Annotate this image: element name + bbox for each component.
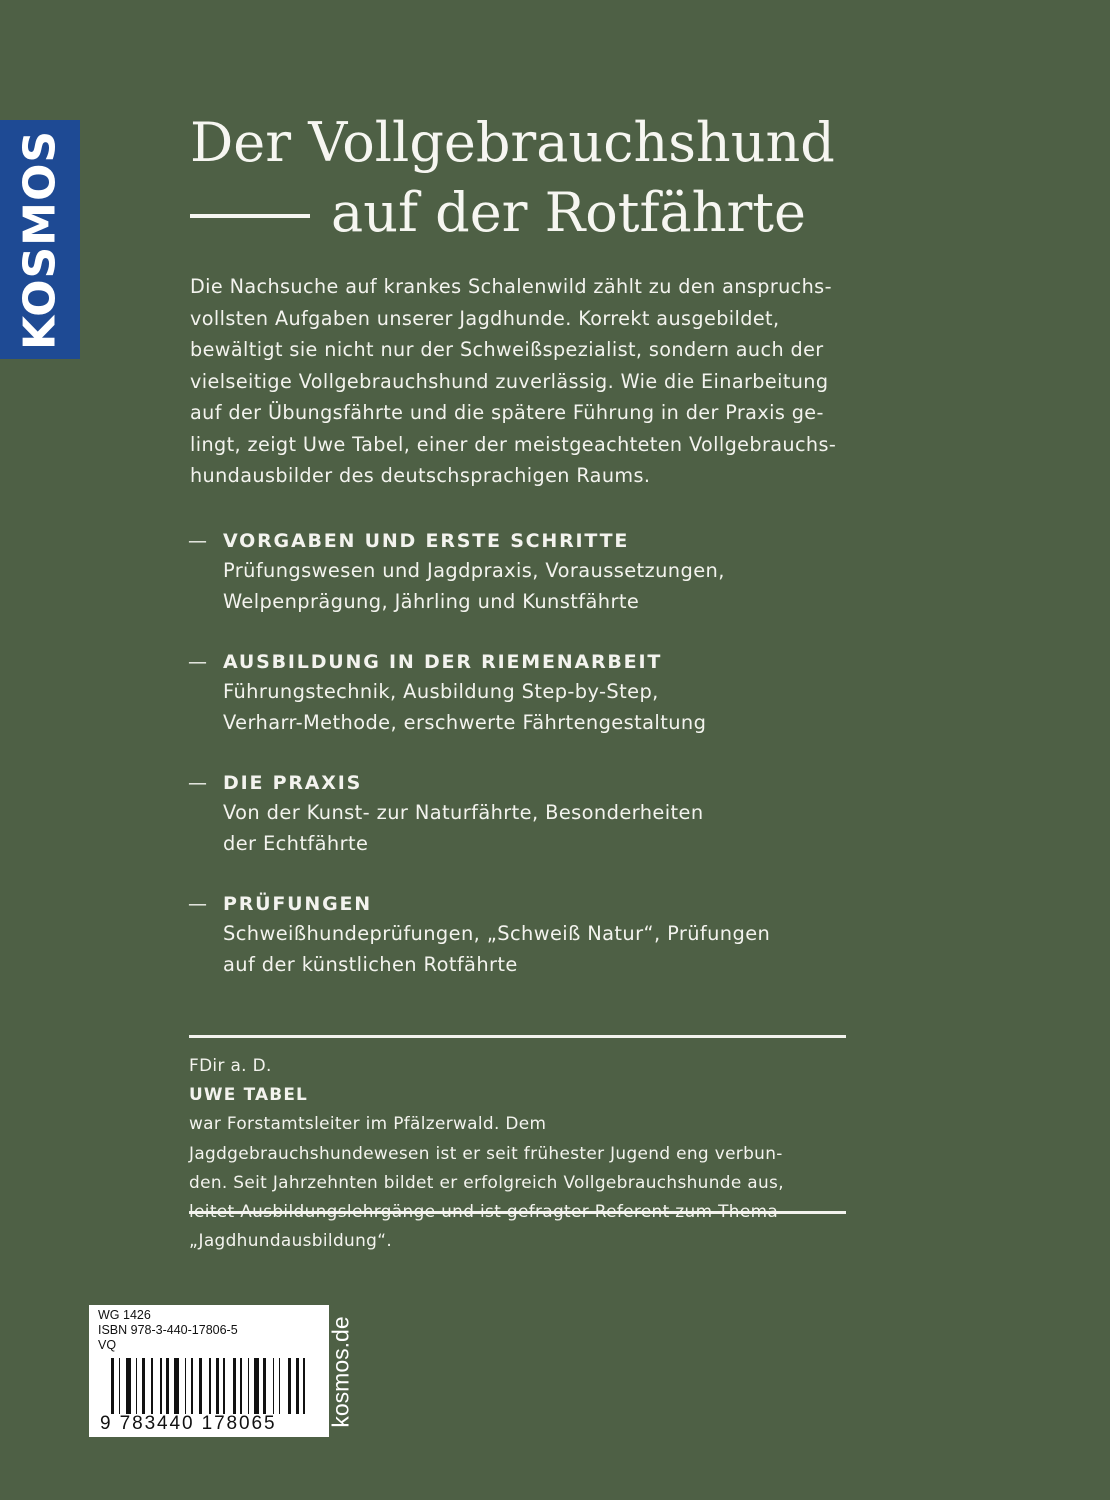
bio-line: „Jagdhundausbildung“. (189, 1230, 393, 1251)
barcode-bar (166, 1358, 169, 1414)
topic-description: Schweißhundeprüfungen, „Schweiß Natur“, Prüfungen (223, 922, 771, 945)
price-code: VQ (98, 1338, 117, 1352)
topic-heading: PRÜFUNGEN (223, 893, 372, 915)
author-name: UWE TABEL (189, 1084, 309, 1105)
barcode-bar (185, 1358, 187, 1414)
intro-line: Die Nachsuche auf krankes Schalenwild zählt zu den anspruchs- (190, 275, 832, 298)
bio-line: den. Seit Jahrzehnten bildet er erfolgreich Vollgebrauchshunde aus, (189, 1171, 784, 1192)
barcode-bar (126, 1358, 131, 1414)
topic-dash: — (188, 651, 207, 673)
topic-description: der Echtfährte (223, 831, 369, 855)
title-line-2-text: auf der Rotfährte (331, 181, 806, 244)
topic-description: Verharr-Methode, erschwerte Fährtengestaltung (223, 710, 707, 734)
barcode-bar (296, 1358, 299, 1414)
intro-line: vollsten Aufgaben unserer Jagdhunde. Korrekt ausgebildet, (190, 306, 780, 330)
topic-list (188, 526, 868, 1010)
topic-heading: AUSBILDUNG IN DER RIEMENARBEIT (223, 651, 663, 673)
brand-tab (0, 120, 80, 359)
isbn-text: ISBN 978-3-440-17806-5 (98, 1323, 238, 1337)
barcode-bar (223, 1358, 225, 1414)
topic-dash: — (188, 530, 207, 552)
topic-description: Welpenprägung, Jährling und Kunstfährte (223, 589, 640, 613)
barcode-bar (254, 1358, 259, 1414)
intro-line: lingt, zeigt Uwe Tabel, einer der meistgeachteten Vollgebrauchs- (190, 432, 837, 456)
brand-logo: KOSMOS (14, 129, 66, 351)
barcode-bar (303, 1358, 305, 1414)
wg-number: WG 1426 (98, 1308, 151, 1322)
bio-line-1-rest: war Forstamtsleiter im Pfälzerwald. Dem (189, 1113, 547, 1134)
barcode-bar (263, 1358, 266, 1414)
topic-item (188, 889, 868, 1010)
title-line-2 (190, 178, 835, 248)
barcode-bar (142, 1358, 145, 1414)
topic-item (188, 768, 868, 889)
barcode-bar (216, 1358, 219, 1414)
website-url: kosmos.de (327, 1316, 354, 1428)
book-title (190, 108, 835, 248)
barcode-bar (119, 1358, 121, 1414)
topic-heading: DIE PRAXIS (223, 772, 363, 794)
barcode-bar (111, 1358, 114, 1414)
divider-top (189, 1035, 846, 1038)
topic-description: Prüfungswesen und Jagdpraxis, Voraussetzungen, (223, 559, 725, 582)
intro-line: bewältigt sie nicht nur der Schweißspezialist, sondern auch der (190, 338, 824, 361)
title-dash-rule (190, 214, 310, 218)
intro-line: hundausbilder des deutschsprachigen Raums. (190, 464, 651, 487)
topic-dash: — (188, 893, 207, 915)
topic-dash: — (188, 772, 207, 794)
divider-bottom (189, 1211, 846, 1214)
barcode-bar (160, 1358, 162, 1414)
bio-prefix: FDir a. D. (189, 1055, 272, 1075)
intro-line: vielseitige Vollgebrauchshund zuverlässig. Wie die Einarbeitung (190, 369, 829, 393)
intro-line: auf der Übungsfährte und die spätere Führung in der Praxis ge- (190, 401, 824, 424)
barcode-bar (199, 1358, 202, 1414)
topic-description: Führungstechnik, Ausbildung Step-by-Step, (223, 680, 659, 703)
barcode-bar (151, 1358, 153, 1414)
topic-item (188, 526, 868, 647)
barcode-bar (273, 1358, 275, 1414)
topic-item (188, 647, 868, 768)
topic-heading: VORGABEN UND ERSTE SCHRITTE (223, 530, 630, 552)
title-line-1: Der Vollgebrauchshund (190, 111, 835, 174)
barcode-bar (240, 1358, 242, 1414)
barcode-bar (279, 1358, 281, 1414)
barcode-bar (136, 1358, 138, 1414)
intro-text (190, 271, 890, 492)
topic-description: auf der künstlichen Rotfährte (223, 952, 518, 976)
barcode-bar (288, 1358, 291, 1414)
bio-line (189, 1051, 849, 1139)
bio-line: Jagdgebrauchshundewesen ist er seit frühester Jugend eng verbun- (189, 1142, 783, 1163)
barcode-label (89, 1305, 329, 1437)
barcode-bar (233, 1358, 236, 1414)
barcode-bars (111, 1358, 317, 1414)
barcode-digits: 9 783440 178065 (100, 1413, 277, 1434)
barcode-bar (209, 1358, 211, 1414)
barcode-bar (191, 1358, 193, 1414)
barcode-bar (174, 1358, 179, 1414)
author-bio (189, 1051, 849, 1255)
barcode-bar (248, 1358, 250, 1414)
topic-description: Von der Kunst- zur Naturfährte, Besonderheiten (223, 801, 704, 824)
